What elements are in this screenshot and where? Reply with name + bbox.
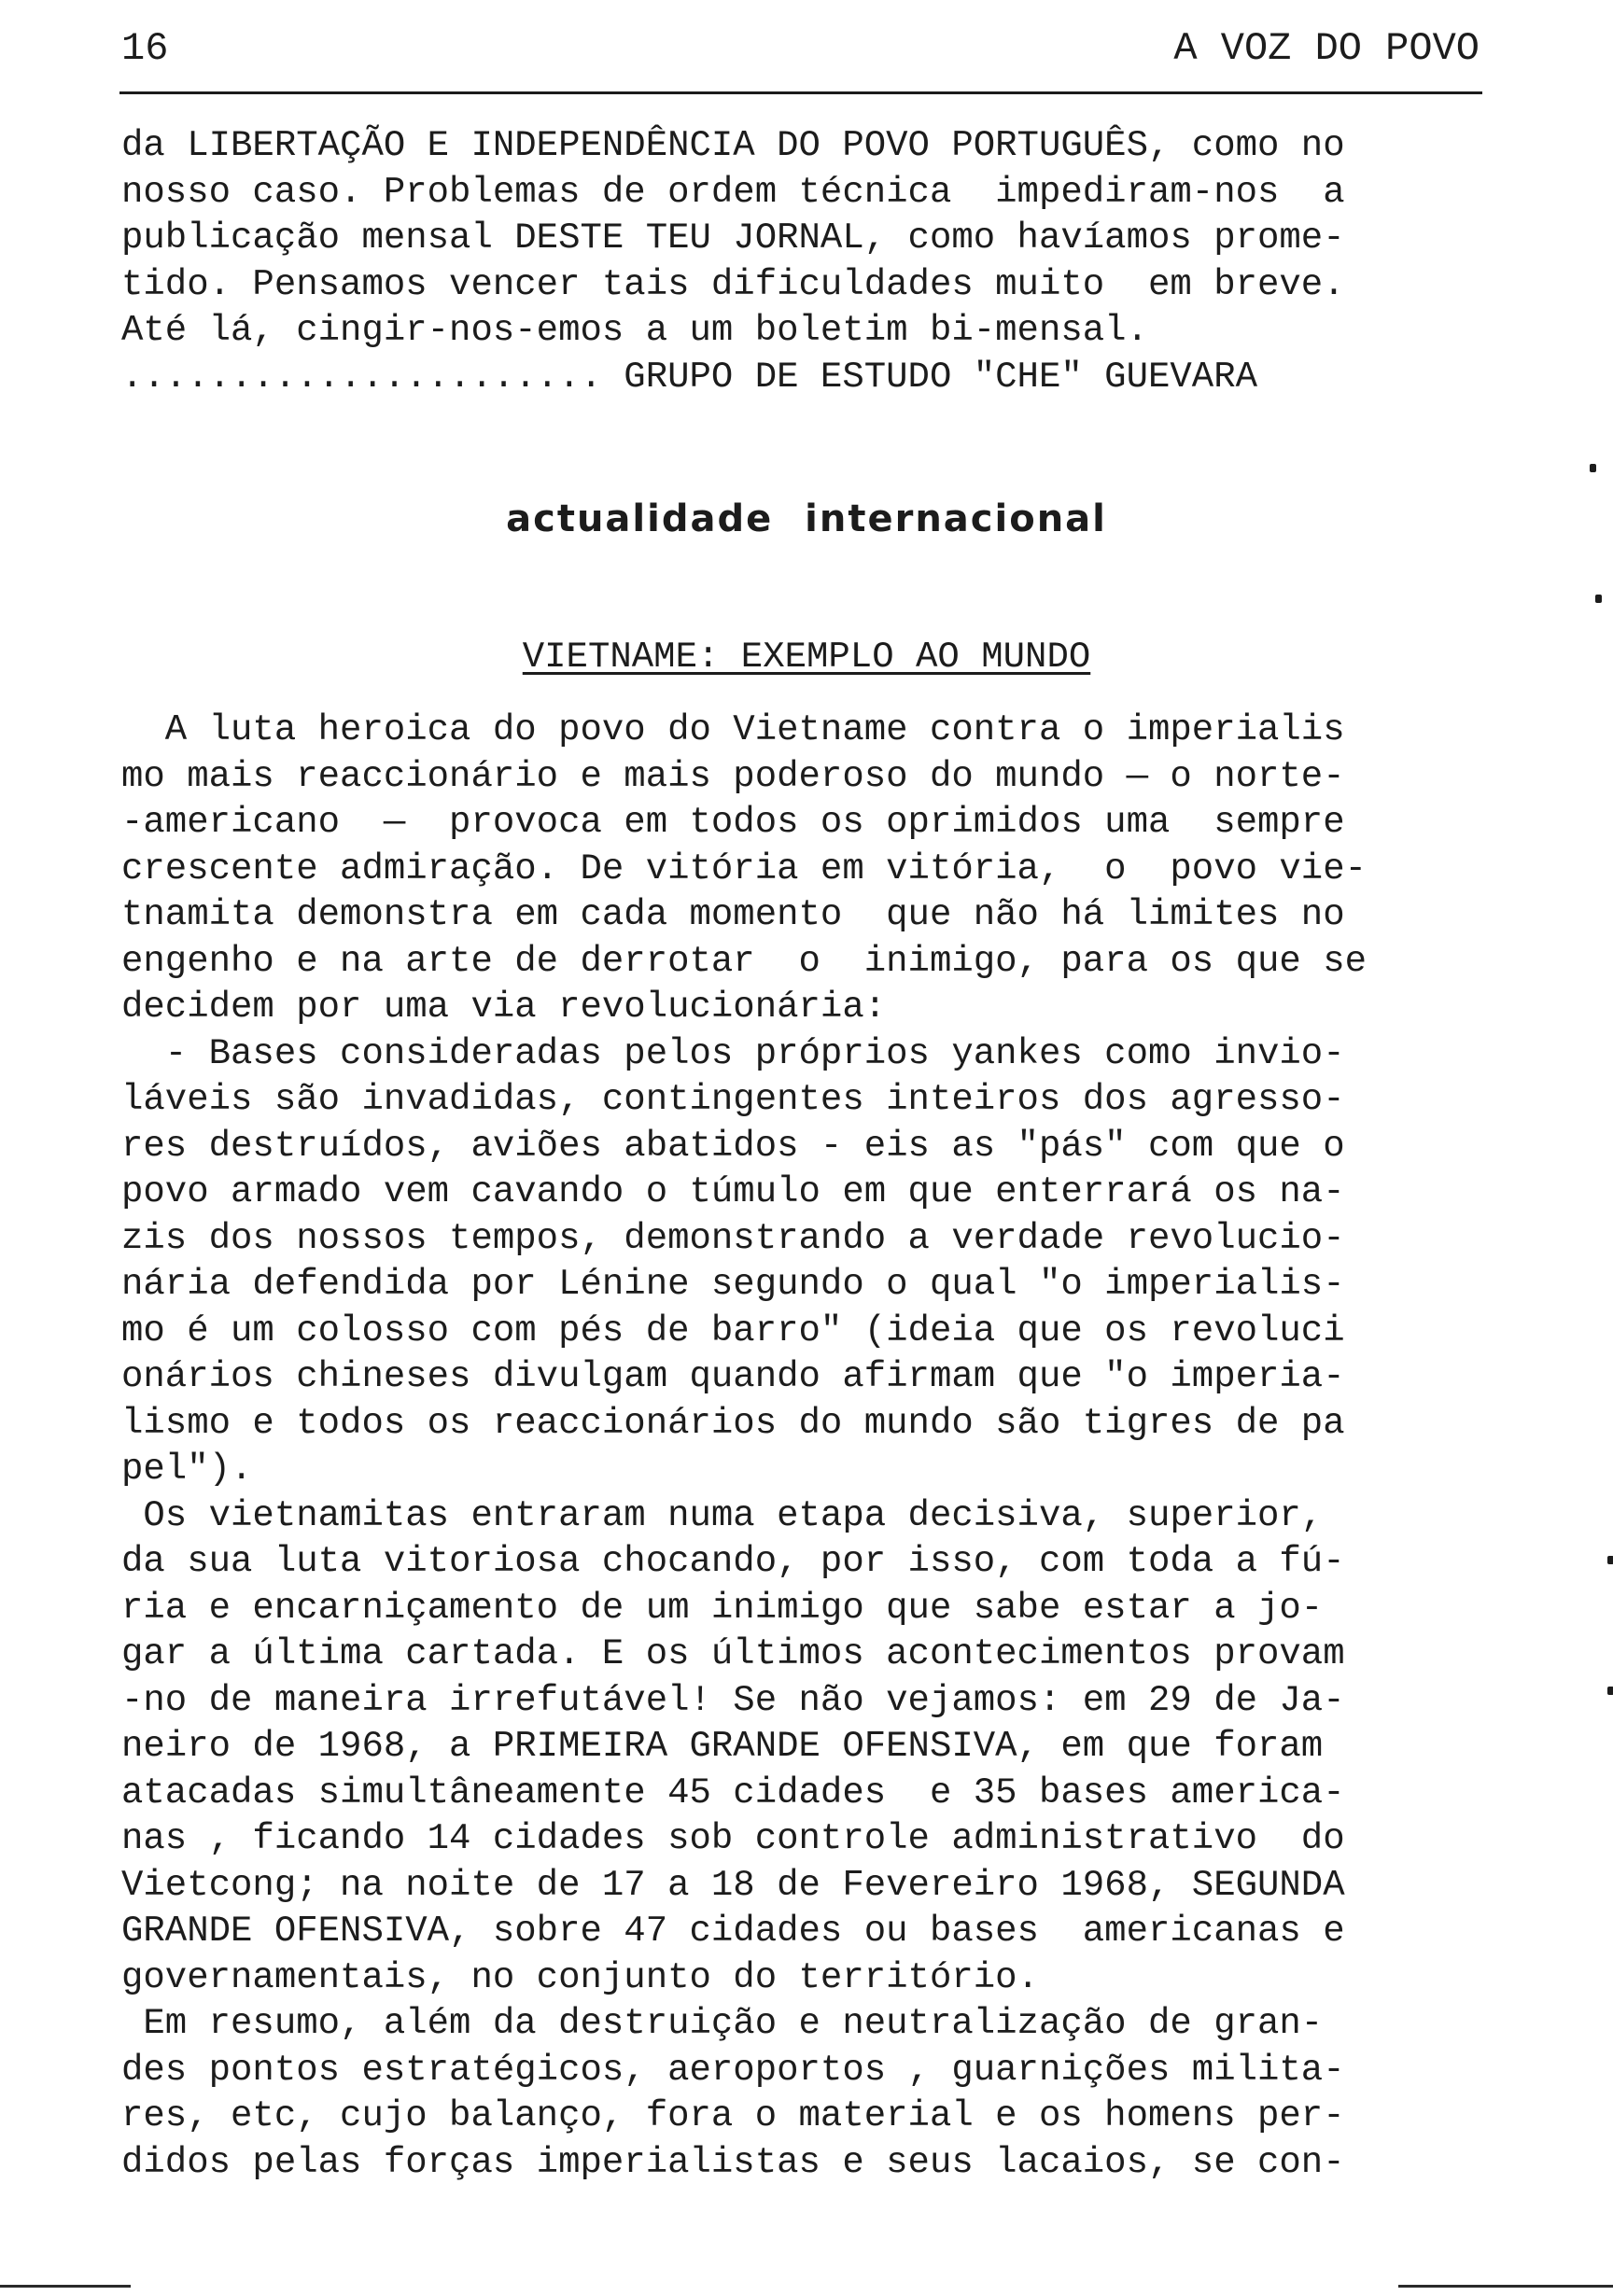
- text-line: GRANDE OFENSIVA, sobre 47 cidades ou bases americanas e: [121, 1911, 1345, 1952]
- text-line: des pontos estratégicos, aeroportos , guarnições milita-: [121, 2049, 1345, 2091]
- text-line: -americano — provoca em todos os oprimidos uma sempre: [121, 802, 1345, 843]
- scan-speck: [1607, 1687, 1613, 1695]
- text-line: didos pelas forças imperialistas e seus lacaios, se con-: [121, 2141, 1345, 2183]
- text-line: tnamita demonstra em cada momento que não há limites no: [121, 894, 1345, 935]
- text-line: nas , ficando 14 cidades sob controle administrativo do: [121, 1818, 1345, 1859]
- page-number: 16: [121, 26, 169, 71]
- intro-paragraph: [121, 123, 1480, 400]
- text-line: -no de maneira irrefutável! Se não vejamos: em 29 de Ja-: [121, 1679, 1345, 1721]
- text-line: A luta heroica do povo do Vietname contra o imperialis: [121, 709, 1345, 750]
- text-line: onários chineses divulgam quando afirmam que "o imperia-: [121, 1356, 1345, 1397]
- article-body: [121, 707, 1480, 2186]
- header-divider: [119, 91, 1482, 94]
- text-line: pel").: [121, 1449, 253, 1490]
- page-header: [121, 21, 1480, 77]
- running-title: A VOZ DO POVO: [1173, 26, 1480, 71]
- text-line: crescente admiração. De vitória em vitória, o povo vie-: [121, 847, 1368, 889]
- text-line: da LIBERTAÇÃO E INDEPENDÊNCIA DO POVO PORTUGUÊS, como no: [121, 125, 1345, 166]
- text-line: ria e encarniçamento de um inimigo que sabe estar a jo-: [121, 1587, 1324, 1629]
- footer-rule-right: [1398, 2285, 1613, 2288]
- footer-rule-left: [0, 2285, 131, 2288]
- text-line: zis dos nossos tempos, demonstrando a verdade revolucio-: [121, 1217, 1345, 1259]
- text-line: nosso caso. Problemas de ordem técnica impediram-nos a: [121, 171, 1345, 213]
- text-line: lismo e todos os reaccionários do mundo são tigres de pa: [121, 1402, 1345, 1444]
- article-title-text: VIETNAME: EXEMPLO AO MUNDO: [522, 637, 1091, 678]
- text-line: neiro de 1968, a PRIMEIRA GRANDE OFENSIVA, em que foram: [121, 1726, 1324, 1767]
- article-title: [0, 633, 1613, 681]
- text-line: publicação mensal DESTE TEU JORNAL, como havíamos prome-: [121, 217, 1345, 259]
- text-line: - Bases consideradas pelos próprios yankes como invio-: [121, 1032, 1345, 1074]
- text-line: da sua luta vitoriosa chocando, por isso, com toda a fú-: [121, 1541, 1345, 1582]
- scan-speck: [1590, 464, 1596, 472]
- text-line: decidem por uma via revolucionária:: [121, 987, 887, 1028]
- text-line: gar a última cartada. E os últimos acontecimentos provam: [121, 1633, 1345, 1674]
- section-heading: actualidade internacional: [506, 497, 1107, 540]
- text-line: governamentais, no conjunto do território.: [121, 1956, 1039, 1998]
- text-line: Em resumo, além da destruição e neutralização de gran-: [121, 2003, 1324, 2044]
- text-line: engenho e na arte de derrotar o inimigo, para os que se: [121, 940, 1368, 982]
- scan-speck: [1595, 595, 1602, 603]
- text-line: res, etc, cujo balanço, fora o material e os homens per-: [121, 2095, 1345, 2136]
- text-line: tido. Pensamos vencer tais dificuldades muito em breve.: [121, 263, 1345, 305]
- text-line: láveis são invadidas, contingentes inteiros dos agresso-: [121, 1079, 1345, 1120]
- text-line: mo mais reaccionário e mais poderoso do mundo — o norte-: [121, 755, 1345, 797]
- text-line: atacadas simultâneamente 45 cidades e 35 bases america-: [121, 1771, 1345, 1813]
- signature-line: ...................... GRUPO DE ESTUDO "CHE" GUEVARA: [121, 356, 1257, 398]
- text-line: res destruídos, aviões abatidos - eis as "pás" com que o: [121, 1125, 1345, 1167]
- text-line: Vietcong; na noite de 17 a 18 de Fevereiro 1968, SEGUNDA: [121, 1864, 1345, 1906]
- scan-speck: [1607, 1556, 1613, 1564]
- text-line: mo é um colosso com pés de barro" (ideia que os revoluci: [121, 1309, 1345, 1351]
- text-line: nária defendida por Lénine segundo o qual "o imperialis-: [121, 1264, 1345, 1305]
- text-line: Até lá, cingir-nos-emos a um boletim bi-mensal.: [121, 310, 1148, 351]
- text-line: povo armado vem cavando o túmulo em que enterrará os na-: [121, 1171, 1345, 1212]
- text-line: Os vietnamitas entraram numa etapa decisiva, superior,: [121, 1494, 1324, 1536]
